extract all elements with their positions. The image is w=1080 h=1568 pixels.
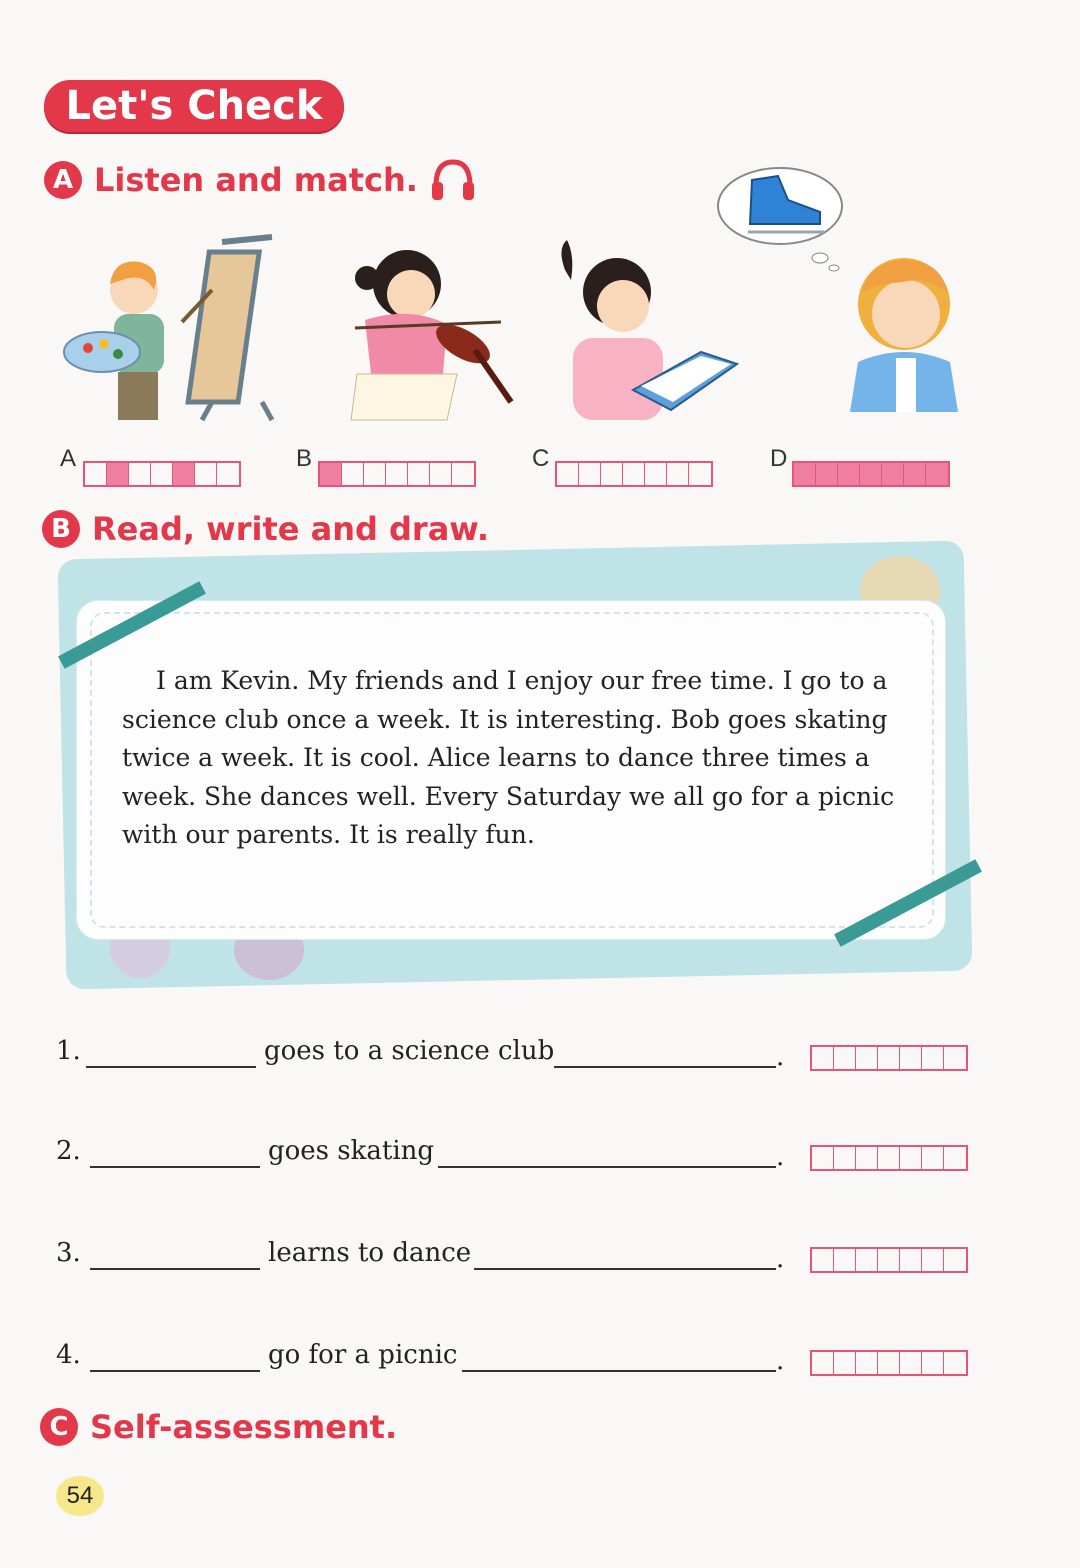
- match-label-b: B: [296, 445, 313, 472]
- question-1-boxes[interactable]: [810, 1045, 968, 1071]
- question-4-text: go for a picnic: [268, 1340, 458, 1370]
- thought-bubble-skate: [716, 166, 846, 248]
- picture-boy-painting: [62, 232, 262, 422]
- section-a-title: Listen and match.: [94, 161, 418, 199]
- question-3-period: .: [776, 1244, 785, 1274]
- question-3-blank-name[interactable]: [90, 1268, 260, 1270]
- question-2-blank-frequency[interactable]: [438, 1166, 776, 1168]
- question-1-number: 1.: [56, 1036, 81, 1066]
- question-3-number: 3.: [56, 1238, 81, 1268]
- question-4-blank-frequency[interactable]: [462, 1370, 776, 1372]
- question-3-text: learns to dance: [268, 1238, 472, 1268]
- question-3-boxes[interactable]: [810, 1247, 968, 1273]
- answer-boxes-c[interactable]: [555, 461, 713, 487]
- question-4-blank-name[interactable]: [90, 1370, 260, 1372]
- question-1-text: goes to a science club: [264, 1036, 555, 1066]
- question-4-boxes[interactable]: [810, 1350, 968, 1376]
- section-c-badge: C: [40, 1408, 78, 1446]
- match-label-c: C: [532, 445, 550, 472]
- section-b-title: Read, write and draw.: [92, 510, 489, 548]
- picture-boy-thinking: [830, 232, 1030, 422]
- answer-boxes-b[interactable]: [318, 461, 476, 487]
- question-1-period: .: [776, 1042, 785, 1072]
- question-1-blank-frequency[interactable]: [554, 1066, 776, 1068]
- section-a-badge: A: [44, 161, 82, 199]
- picture-girl-reading: [545, 240, 745, 430]
- question-2-number: 2.: [56, 1136, 81, 1166]
- section-a-heading: [44, 158, 476, 202]
- page-number: 54: [56, 1476, 104, 1516]
- answer-boxes-a[interactable]: [83, 461, 241, 487]
- question-2-blank-name[interactable]: [90, 1166, 260, 1168]
- question-3-blank-frequency[interactable]: [474, 1268, 776, 1270]
- question-4-period: .: [776, 1346, 785, 1376]
- answer-boxes-d[interactable]: [792, 461, 950, 487]
- reading-passage: I am Kevin. My friends and I enjoy our free time. I go to a science club once a week. It is interesting. Bob goes skating twice a week. It is cool. Alice learns to dance three times a week. She dances well. Every Saturday we all go for a picnic with our parents. It is really fun.: [122, 666, 895, 849]
- question-2-text: goes skating: [268, 1136, 435, 1166]
- section-c-title: Self-assessment.: [90, 1408, 398, 1446]
- question-4-number: 4.: [56, 1340, 81, 1370]
- question-1-blank-name[interactable]: [86, 1066, 256, 1068]
- picture-girl-violin: [325, 232, 525, 422]
- question-2-boxes[interactable]: [810, 1145, 968, 1171]
- match-label-d: D: [770, 445, 788, 472]
- section-c-heading: [40, 1408, 397, 1446]
- lets-check-title: Let's Check: [44, 80, 344, 132]
- match-label-a: A: [60, 445, 77, 472]
- section-b-badge: B: [42, 510, 80, 548]
- question-2-period: .: [776, 1142, 785, 1172]
- section-b-heading: [42, 510, 489, 548]
- headphones-icon: [430, 158, 476, 202]
